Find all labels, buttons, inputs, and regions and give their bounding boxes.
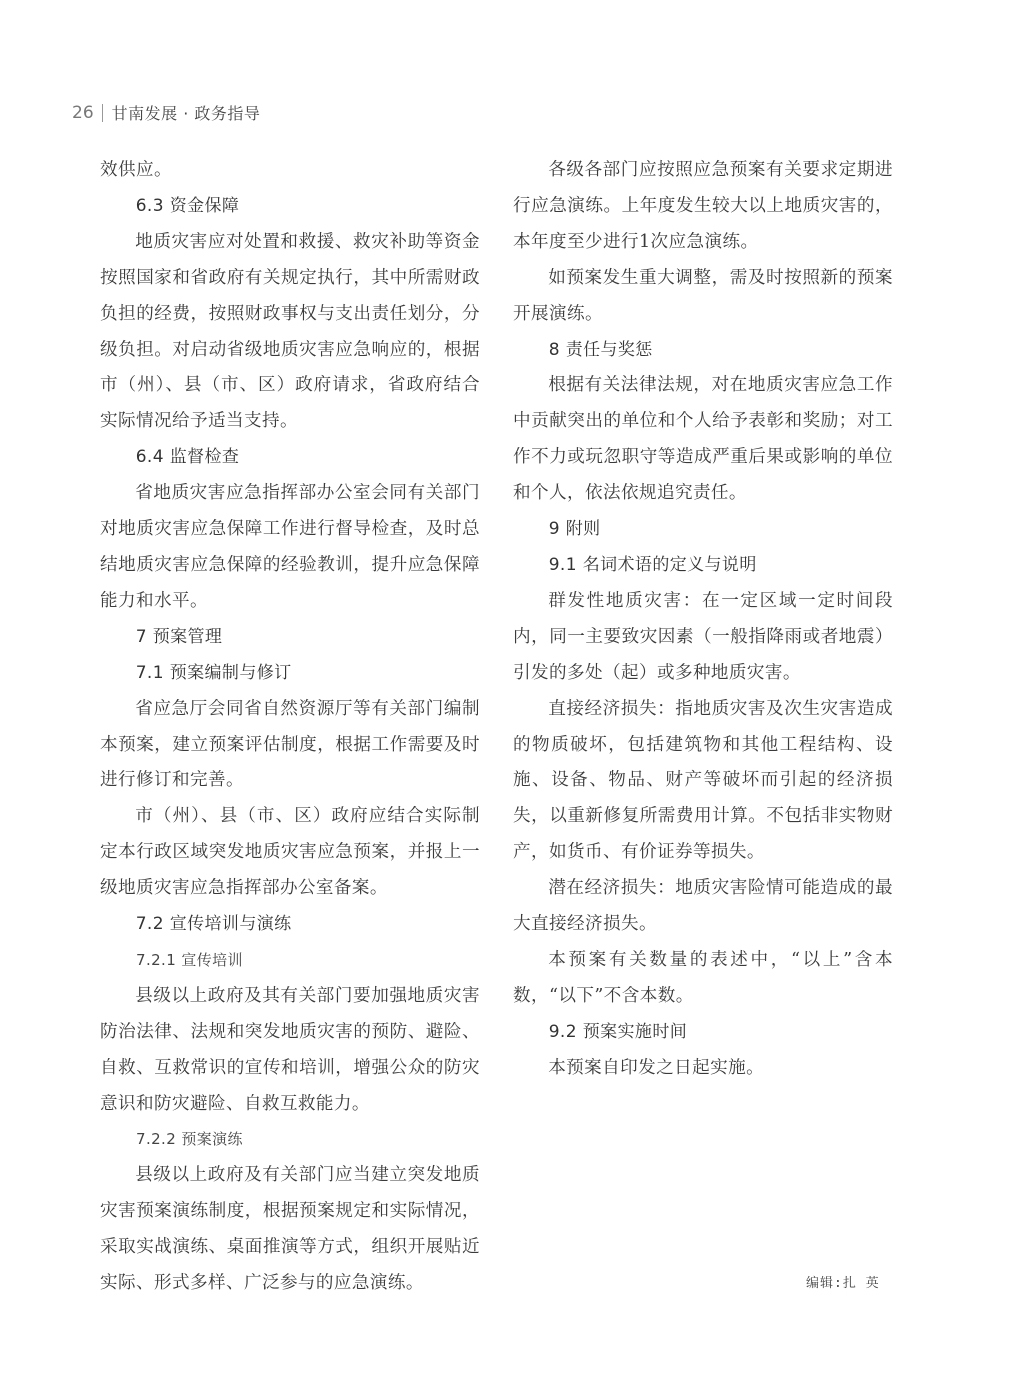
paragraph: 本预案自印发之日起实施。 xyxy=(548,1057,765,1078)
subsection-heading: 7.2.2 预案演练 xyxy=(136,1130,243,1149)
paragraph: 如预案发生重大调整，需及时按照新的预案开展演练。 xyxy=(513,267,893,324)
paragraph-continuation: 效供应。 xyxy=(100,160,172,180)
section-heading: 6.3 资金保障 xyxy=(135,195,240,216)
paragraph: 本预案有关数量的表述中，“以上”含本数，“以下”不含本数。 xyxy=(513,949,893,1006)
section-heading: 7 预案管理 xyxy=(135,626,223,647)
paragraph: 县级以上政府及其有关部门要加强地质灾害防治法律、法规和突发地质灾害的预防、避险、自救、互救常识的宣传和培训，增强公众的防灾意识和防灾避险、自救互救能力。 xyxy=(100,985,480,1114)
section-heading: 7.1 预案编制与修订 xyxy=(135,662,292,683)
section-heading: 7.2 宣传培训与演练 xyxy=(135,914,292,935)
section-heading: 9.2 预案实施时间 xyxy=(548,1021,688,1042)
page-header xyxy=(72,101,260,124)
paragraph: 地质灾害应对处置和救援、救灾补助等资金按照国家和省政府有关规定执行，其中所需财政负担的经费，按照财政事权与支出责任划分，分级负担。对启动省级地质灾害应急响应的，根据市（州）、县（市、区）政府请求，省政府结合实际情况给予适当支持。 xyxy=(100,231,480,432)
page-number: 26 xyxy=(72,102,94,123)
section-heading: 9 附则 xyxy=(548,519,601,540)
paragraph: 市（州）、县（市、区）政府应结合实际制定本行政区域突发地质灾害应急预案，并报上一级地质灾害应急指挥部办公室备案。 xyxy=(100,806,480,899)
section-heading: 6.4 监督检查 xyxy=(135,447,240,468)
paragraph: 各级各部门应按照应急预案有关要求定期进行应急演练。上年度发生较大以上地质灾害的，本年度至少进行1次应急演练。 xyxy=(513,160,893,252)
header-divider xyxy=(102,104,103,122)
paragraph: 潜在经济损失：地质灾害险情可能造成的最大直接经济损失。 xyxy=(513,878,893,935)
paragraph: 根据有关法律法规，对在地质灾害应急工作中贡献突出的单位和个人给予表彰和奖励；对工作不力或玩忽职守等造成严重后果或影响的单位和个人，依法依规追究责任。 xyxy=(513,375,893,504)
section-heading: 8 责任与奖惩 xyxy=(548,339,653,360)
paragraph: 县级以上政府及有关部门应当建立突发地质灾害预案演练制度，根据预案规定和实际情况，采取实战演练、桌面推演等方式，组织开展贴近实际、形式多样、广泛参与的应急演练。 xyxy=(100,1165,480,1294)
paragraph: 直接经济损失：指地质灾害及次生灾害造成的物质破坏，包括建筑物和其他工程结构、设施、设备、物品、财产等破坏而引起的经济损失，以重新修复所需费用计算。不包括非实物财产，如货币、有价证券等损失。 xyxy=(513,698,893,863)
left-column xyxy=(100,153,480,1302)
paragraph: 省应急厅会同省自然资源厅等有关部门编制本预案，建立预案评估制度，根据工作需要及时进行修订和完善。 xyxy=(100,698,480,791)
right-column xyxy=(513,153,893,1087)
editor-credit: 编辑:扎 英 xyxy=(806,1276,880,1291)
subsection-heading: 7.2.1 宣传培训 xyxy=(136,950,243,969)
paragraph: 群发性地质灾害：在一定区域一定时间段内，同一主要致灾因素（一般指降雨或者地震）引发的多处（起）或多种地质灾害。 xyxy=(513,590,893,683)
publication-title: 甘南发展 · 政务指导 xyxy=(111,104,261,123)
paragraph: 省地质灾害应急指挥部办公室会同有关部门对地质灾害应急保障工作进行督导检查，及时总结地质灾害应急保障的经验教训，提升应急保障能力和水平。 xyxy=(100,483,480,611)
section-heading: 9.1 名词术语的定义与说明 xyxy=(548,554,757,575)
